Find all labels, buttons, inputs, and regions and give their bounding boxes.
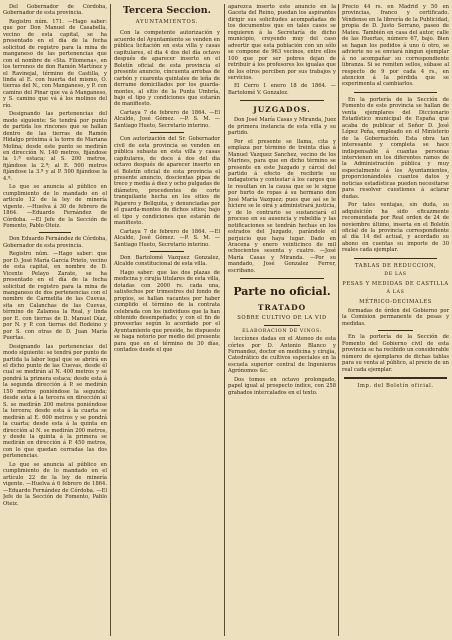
column-rule xyxy=(338,4,339,636)
separator xyxy=(150,251,184,252)
mayor-notice-body: Hago saber: que las dos plazas de medicina y cirujía titulares de esta villa, dotadas con 2000 rs. cada una, satisfechos por trimestres del fondo de propios, se hallan vacantes por haber cumplido el término de la contrata celebrada con los individuos que la han obtenido desempeñado; y con el fin de proveerlas según lo acordado por el Ayuntamiento que preside, he dispuesto se haga notorio por medio del presente para que en el término de 30 días, contados desde el que xyxy=(114,269,220,354)
tables-title-connector: Á LAS xyxy=(386,290,405,296)
auction-notice: Con la competente autorización y acuerdo del Ayuntamiento se venden en pública licitación en esta villa y casas capitulares, el dia 4 dos del día octavo después de aparecer inserto en el Boletín oficial de esta provincia el presente anuncio, cincuenta arrobas de carbón y cuarenta quintales de leña de derrame domiciliados por los guarda-montes, al sitio de la Punta Umbría, bajo el tipo y condiciones que estarán de manifiesto. xyxy=(114,30,220,108)
tables-title-connector: DE LAS xyxy=(384,272,407,278)
courts-heading: JUZGADOS. xyxy=(253,105,311,115)
mayor-notice-header: Don Bartolomé Vazquez Gonzalez, Alcalde constitucional de esta villa. xyxy=(114,254,220,268)
column-rule xyxy=(110,4,111,636)
separator xyxy=(39,232,71,233)
treatise-description: leccíones dadas en el Ateneo de esta córtes por D. Antonio Blanco y Fernandez, doctor en medicina y cirujía, Catedrático de cultivos especiales en la escuela superior central de Ingenieros Agrónomos &c. xyxy=(228,336,336,375)
treatise-subtitle-2: ELABORACION DE VINOS: xyxy=(242,328,322,334)
separator xyxy=(264,325,300,326)
separator xyxy=(354,92,437,93)
section-subheading: AYUNTAMIENTOS. xyxy=(135,19,199,25)
mining-notice-signature: Lo que se anuncia al público en cumplimiento de lo mandado en el artículo 12 de la ley de minería vigente. —Huelva á 30 de febrero de 1864. —Eduardo Fernández de Córdoba. —El Jefe de la Sección de Fomento, Pablo Oteiz. xyxy=(3,184,107,229)
mayor-notice-signature: El Cerro 1 enero 18 de 1864. —Bartolomé V. Gonzalez. xyxy=(228,83,336,96)
mining-notice-body: Registro núm. —Hago saber: que por D. José María García Prieto, vecino de esta capital, en nombre de D. Vicente Pelayo Zarate, se ha presentado en el día de la fecha solicitud de registro para la mina de manganeso de dos pertenencias con el nombre de Carmelita de las Cuevas, sita en Calanchas de las Cuevas, término de Zalamea la Real, y linda por E. con tierras de D. Manuel Díaz, por N. y P. con tierras del Rodeino y por S. con otras de D. Juan María Puertas. xyxy=(3,251,107,342)
mining-notice-signature: Lo que se anuncia al público en cumplimiento de lo mandado en el artículo 22 de la ley de minería vigente. —Huelva á 6 febrero de 1864. —Eduardo Fernández de Córdoba. —El Jefe de la Sección de Fomento, Pablo Oteiz. xyxy=(3,461,107,507)
column-rule xyxy=(224,4,225,636)
court-notice-body: Por el presente se llama, cita y emplaza por término de treinta días á Manuel Vazquez Sanchez, vecino de los Marines, para que en dicho término se presente en este Juzgado y cárcel del partido á efecto de recibirle su indagatoria y contestar á los cargos que le resultan en la causa que se le sigue por hurto de ropas á su hermano don José María Vazquez; pues que así se le hiciere se le oirá y administrará justicia, y de lo contrario se sustanciará el proceso en su ausencia y rebeldía y las notificaciones se tendrán hechas en los estrados del Juzgado, parándole el perjuicio que haya lugar. Dado en Aracena y enero veinticinco de mil ochocientos sesenta y cuatro. —José María Casas y Miranda. —Por su mandado, José Gonzalez Ferrer, escribano. xyxy=(228,138,336,274)
unofficial-section-title: Parte no oficial. xyxy=(233,285,331,299)
imprint: Imp. del Boletín oficial. xyxy=(357,383,434,390)
tables-title-line3: MÉTRICO-DECIMALES xyxy=(359,298,432,305)
section-title: Tercera Seccion. xyxy=(123,5,211,16)
column-1 xyxy=(3,4,107,636)
auction-notice: Con autorización del Sr. Gobernador civil de esta provincia se venden en pública subasta en esta villa y casas capitulares, de doce á dos del dia octavo después de aparecer inserto en el Boletín oficial de esta provincia el presente anuncio, doscientas pipas de treco y media á diez y ocho pulgadas de diámetro, procedentes de corte tranquilante hecha en los sitios de Pajarero y Bellquita, y denunciadas por el guarda-montes de dichos sitios; bajo el tipo y condiciones que estarán de manifiesto. xyxy=(114,136,220,227)
column-3 xyxy=(228,4,336,636)
column-4 xyxy=(342,4,449,636)
mining-notice-header: Don Eduardo Fernández de Córdoba, Gobernador de esta provincia. xyxy=(3,236,107,249)
separator xyxy=(354,258,437,259)
mayor-notice-continued: aparezca inserto este anuncio en la Gaceta del Reino, puedan los aspirantes dirigir sus solicitudes acompañadas de los documentos que en tales casos se requieren á la Secretaría de dicho municipio, creyendo muy del caso advertir que esta población con un sólo se compone de 963 vecinos, entre ellos 100 que por ser pobres dejan de retribuir á los profesores los igualas que de los otros perciben por sus trabajos y servicios. xyxy=(228,4,336,81)
tables-title: TABLAS DE REDUCCION, xyxy=(354,262,437,269)
treatise-description: Dos tomos en octavo prolongado, papel igual al prospecto índice, con 258 grabados intercalados en el texto. xyxy=(228,376,336,396)
double-rule xyxy=(344,377,447,379)
tables-description: formadas de órden del Gobierno por la Comision permanente de pesas y medidas. xyxy=(342,308,449,327)
court-notice-header: Don José María Casas y Miranda, Juez de primera instancia de esta villa y su partido. xyxy=(228,117,336,137)
auction-signature: Cartaya 7 de febrero de 1864. —El Alcalde, José Gómez. —P. S. M. —Santiago Hueto, Secretario interino. xyxy=(114,109,220,129)
mining-notice-body: Registro núm. 171. —Hago saber: que por Don Manuel de Casabella, vecino de esta capital, se ha presentado en el día de la fecha solicitud de registro para la mina de manganeso de las pertenencias que con el nombre de «Sta. Filomena», en los terrenos de don Ramón Martínez y el Ravinejal, término de Castilla, y linda al E. con huerta del mismo, O. tierras del N., con Manganeso, y P. con camino del Pinar que va á Manganeso, y S. camino que vá á los molinos del río. xyxy=(3,18,107,109)
dictionary-notice: En la portería de la Sección de Fomento de este provincia se hallan de venta ejemplares del Diccionario Estadístico municipal de España que acaba de publicar el Señor D. José López Peña, empleado en el Ministerio de la Gobernación. Esta obra tan interesante y completa se hace indispensable á cuantas personas intervienen en los diferentes ramos de la Administración pública y muy especialmente á los Ayuntamientos, proporcionándoles cuantos datos y noticias estadísticas pueden necesitarse para resolver cuestiones á aclarar dudas. xyxy=(342,96,449,200)
mining-notice-header: Del Gobernador de Córdoba, Gobernador de esta provincia. xyxy=(3,4,107,17)
treatise-price: Precio 44 rs. en Madrid y 50 en provincias, franco y certificado. Véndense en la librería de la Publicidad, propia de D. Justo Serrano, paseo de Mateu. También en casa del autor, calle de las Huertas, número 67, bajo. Bien se hagan los pedidos á uno ú otro, se advierte no se enviará ningun ejemplar á no acompañar su correspondiente libranza. Si se remiten sellos, súbase al respecto de 9 por cada 4 rs., en atencion á la pérdida que se experimenta al cambiarlos. xyxy=(342,4,449,88)
dictionary-notice: Por tales ventajas, sin duda, su adquisición ha sido eficazmente recomendada por Real orden de 24 de noviembre último, inserta en el Boletín oficial de la provincia correspondiente al día 14 del actual, y acordado su abono en cuentas su importe de 30 reales cada ejemplar. xyxy=(342,202,449,254)
auction-signature: Cartaya 7 de febrero de 1864. —El Alcalde, José Gómez. —P. S. M. —Santiago Hueto, Secretario interino. xyxy=(114,228,220,248)
column-2 xyxy=(114,4,220,636)
tables-sale-notice: En la portería de la Sección de Fomento del Gobierno civil de esta provincia se ha recibido un considerable número de ejemplares de dichas tablas para su venta al público, al precio de un real cada ejemplar. xyxy=(342,334,449,373)
mining-notice-body: Designando las pertenencias del modo siguiente: Se tendrá por punto de partida los rincones que se hallan dentro de las tierras de Ramón Hidalgo próxima á la torre de Mariana Molina; desde este punto se medirán en dirección N. 140 metros, fijándose la 1.ª estaca; al S. 200 metros, fijándose la 2.ª; al E. 500 metros fijándose la 3.ª y al P. 500 fijándose la 4.ª. xyxy=(3,111,107,182)
treatise-subtitle: SOBRE CULTIVO DE LA VID xyxy=(237,315,327,322)
separator xyxy=(150,132,184,133)
mining-notice-body: Designando las pertenencias del modo siguiente: se tendrá por punto de partida la labor legal que se abrirá en el dicho punto de las Cuevas, desde él cual se medirán al N. 400 metros y se pondrá la primera estaca; desde esta á la segunda dirección á P. se medirán 150 metros poniéndose la segunda; desde esta á la tercera en dirección al S. se medirán 200 metros poniéndose la tercera; desde esta á la cuarta se medirán al E. 600 metros y se pondrá la cuarta; desde esta á la quinta en dirección al N. se medirán 200 metros, y desde la quinta á la primera se medirán en dirección á P. 450 metros, con lo que quedan cerradas las dos pertenencias. xyxy=(3,343,107,460)
treatise-title: TRATADO xyxy=(257,303,307,313)
separator xyxy=(240,100,324,101)
separator xyxy=(240,278,324,279)
separator xyxy=(378,330,413,331)
tables-title-line2: PESAS Y MEDIDAS DE CASTILLA xyxy=(342,280,449,287)
